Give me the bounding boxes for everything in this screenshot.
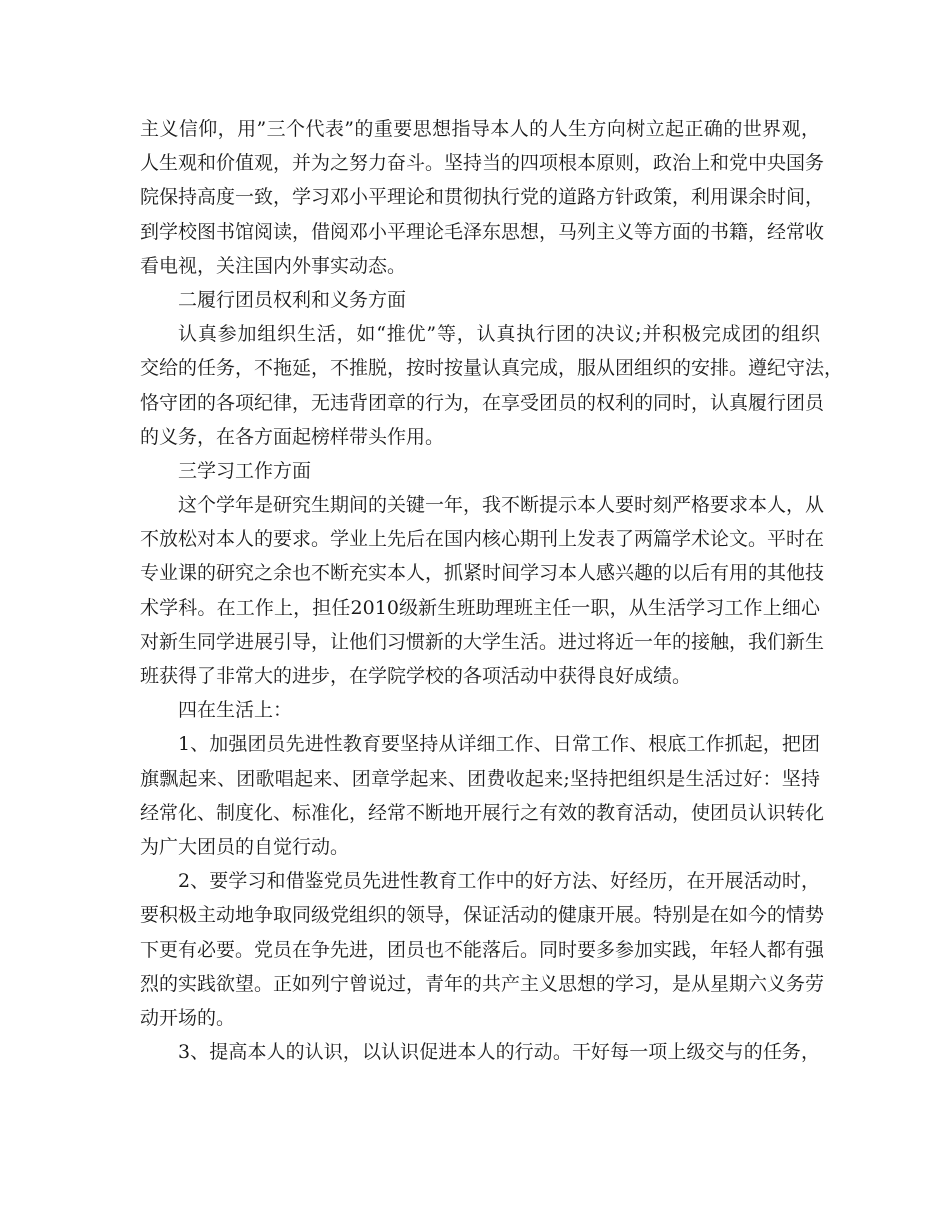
text-line: 烈的实践欲望。正如列宁曾说过，青年的共产主义思想的学习，是从星期六义务劳 (140, 972, 825, 995)
text-line: 经常化、制度化、标准化，经常不断地开展行之有效的教育活动，使团员认识转化 (140, 801, 825, 824)
text-line: 要积极主动地争取同级党组织的领导，保证活动的健康开展。特别是在如今的情势 (140, 904, 825, 927)
text-line: 术学科。在工作上，担任2010级新生班助理班主任一职，从生活学习工作上细心 (140, 596, 820, 619)
text-line: 人生观和价值观，并为之努力奋斗。坚持当的四项根本原则，政治上和党中央国务 (140, 152, 825, 175)
text-line: 看电视，关注国内外事实动态。 (140, 254, 407, 277)
text-line: 院保持高度一致，学习邓小平理论和贯彻执行党的道路方针政策，利用课余时间， (140, 186, 825, 209)
text-line: 不放松对本人的要求。学业上先后在国内核心期刊上发表了两篇学术论文。平时在 (140, 528, 825, 551)
text-line: 旗飘起来、团歌唱起来、团章学起来、团费收起来;坚持把组织是生活过好：坚持 (140, 767, 820, 790)
text-line: 认真参加组织生活，如“推优”等，认真执行团的决议;并积极完成团的组织 (178, 323, 820, 346)
text-line: 对新生同学进展引导，让他们习惯新的大学生活。进过将近一年的接触，我们新生 (140, 630, 825, 653)
text-line: 恪守团的各项纪律，无违背团章的行为，在享受团员的权利的同时，认真履行团员 (140, 391, 825, 414)
text-line: 主义信仰，用”三个代表”的重要思想指导本人的人生方向树立起正确的世界观， (140, 118, 820, 140)
text-line: 3、提高本人的认识，以认识促进本人的行动。干好每一项上级交与的任务， (178, 1041, 820, 1064)
text-line: 为广大团员的自觉行动。 (140, 835, 350, 858)
text-line: 动开场的。 (140, 1006, 236, 1029)
text-line: 到学校图书馆阅读，借阅邓小平理论毛泽东思想，马列主义等方面的书籍，经常收 (140, 220, 825, 243)
text-line: 班获得了非常大的进步，在学院学校的各项活动中获得良好成绩。 (140, 665, 692, 687)
text-line: 专业课的研究之余也不断充实本人，抓紧时间学习本人感兴趣的以后有用的其他技 (140, 562, 825, 585)
document-body (140, 112, 844, 1069)
text-line: 二履行团员权利和义务方面 (178, 288, 407, 311)
text-line: 三学习工作方面 (178, 459, 312, 482)
text-line: 下更有必要。党员在争先进，团员也不能落后。同时要多参加实践，年轻人都有强 (140, 938, 825, 961)
text-line: 四在生活上： (178, 699, 293, 722)
text-line: 的义务，在各方面起榜样带头作用。 (140, 425, 445, 448)
text-line: 这个学年是研究生期间的关键一年，我不断提示本人要时刻严格要求本人，从 (178, 494, 825, 517)
text-line: 交给的任务，不拖延，不推脱，按时按量认真完成，服从团组织的安排。遵纪守法， (140, 357, 844, 380)
text-line: 1、加强团员先进性教育要坚持从详细工作、日常工作、根底工作抓起，把团 (178, 733, 820, 756)
text-line: 2、要学习和借鉴党员先进性教育工作中的好方法、好经历，在开展活动时， (178, 870, 820, 893)
